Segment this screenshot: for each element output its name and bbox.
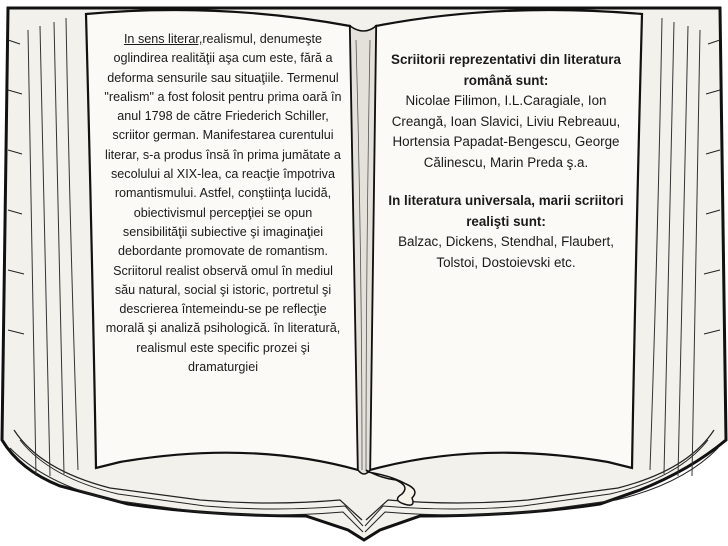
romanian-writers-heading: Scriitorii reprezentativi din literatura română sunt: [391, 52, 621, 88]
universal-writers-list: Balzac, Dickens, Stendhal, Flaubert, Tolstoi, Dostoievski etc. [398, 234, 614, 270]
left-page-text [102, 30, 344, 377]
universal-writers-heading: In literatura universala, marii scriitori realişti sunt: [388, 193, 624, 229]
right-page-text [386, 50, 626, 273]
left-lead-phrase: In sens literar, [123, 32, 203, 46]
left-body-text: realismul, denumeşte oglindirea realităţii aşa cum este, fără a deforma sensurile sau situaţiile. Termenul "realism" a fost folosit pentru prima oară în anul 1798 de către Friederich Schiller, scriitor german. Manifestarea curentului literar, s-a produs însă în prima jumătate a secolului al XIX-lea, ca reacţie împotriva romantismului. Astfel, conştiinţa lucidă, obiectivismul percepţiei se opun sensibilităţii subiective şi imaginaţiei debordante promovate de romantism. Scriitorul realist observă omul în mediul său natural, social şi istoric, portretul şi descrierea întemeindu-se pe reflecţie morală şi analiză psihologică. în literatură, realismul este specific prozei şi dramaturgiei [104, 32, 342, 375]
romanian-writers-list: Nicolae Filimon, I.L.Caragiale, Ion Creangă, Ioan Slavici, Liviu Rebreauu, Hortensia Papadat-Bengescu, George Călinescu, Marin Preda ş.a. [391, 93, 621, 170]
